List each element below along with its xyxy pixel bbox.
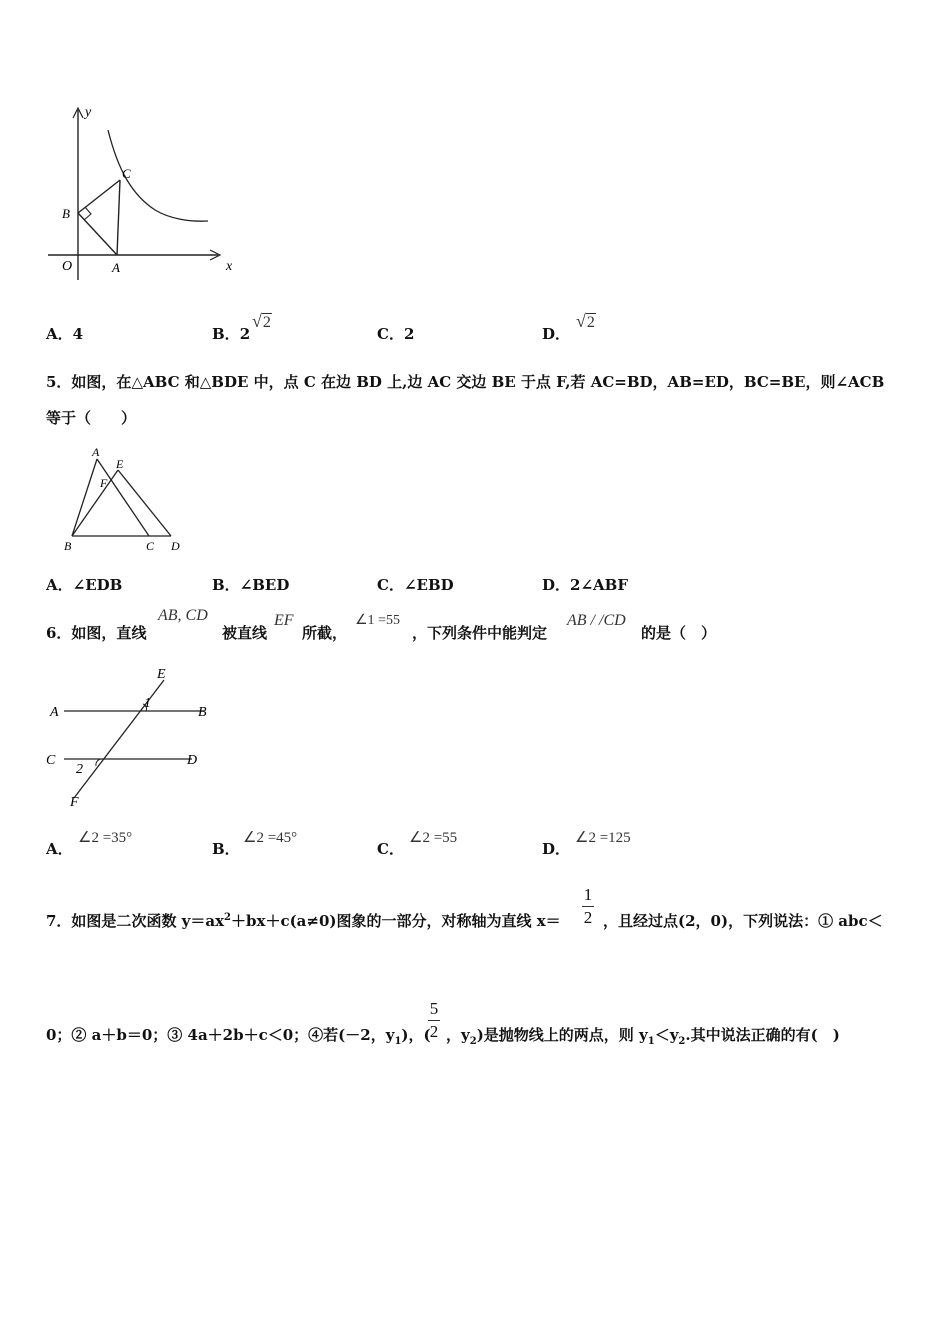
q5-figure bbox=[58, 442, 188, 557]
q6-suffix: 的是（ ） bbox=[641, 624, 717, 642]
q6-option-c-value: ∠2 =55 bbox=[409, 830, 458, 846]
q6-figure bbox=[44, 660, 219, 810]
q6-option-a-label[interactable]: A． bbox=[46, 840, 73, 858]
q7-frac2-den: 2 bbox=[429, 1022, 439, 1041]
q5-label-d: D bbox=[171, 539, 180, 553]
q6-option-d-value: ∠2 =125 bbox=[575, 830, 631, 846]
q5-label-f: F bbox=[100, 476, 108, 490]
q5-option-c-label: C． bbox=[377, 576, 404, 594]
q6-label-1: 1 bbox=[144, 696, 151, 711]
q5-question-line1: 5．如图，在△ABC 和△BDE 中，点 C 在边 BD 上,边 AC 交边 BE 于点 F,若 AC=BD，AB=ED，BC=BE，则∠ACB bbox=[46, 373, 885, 391]
q6-label-2: 2 bbox=[76, 762, 83, 777]
q6-option-a-value: ∠2 =35° bbox=[78, 830, 133, 846]
q4-x-label: x bbox=[226, 259, 233, 274]
q6-lines-ab-cd: AB, CD bbox=[158, 607, 208, 624]
q5-label-e: E bbox=[116, 457, 124, 471]
q4-option-b-label: B． bbox=[212, 325, 240, 343]
q7-line2-part4: )是抛物线上的两点，则 y bbox=[476, 1026, 648, 1044]
q6-option-c-label[interactable]: C． bbox=[377, 840, 404, 858]
q5-question-line2: 等于（ ） bbox=[46, 409, 137, 427]
q7-line2-part2: )，( bbox=[401, 1026, 431, 1044]
q6-label-e: E bbox=[157, 667, 166, 682]
q4-a-label: A bbox=[112, 260, 120, 275]
q5-option-c-value: ∠EBD bbox=[403, 576, 454, 594]
q6-label-f: F bbox=[70, 795, 79, 810]
q5-option-b[interactable] bbox=[212, 574, 289, 595]
q6-angle1: ∠1 =55 bbox=[355, 613, 400, 628]
q6-cut-by: 被直线 bbox=[222, 624, 268, 642]
q6-line-ef: EF bbox=[274, 612, 294, 629]
q4-option-d-label: D． bbox=[542, 325, 571, 343]
q5-option-d-value: 2∠ABF bbox=[570, 576, 628, 594]
q4-option-a-label: A． bbox=[46, 325, 73, 343]
q5-option-d[interactable] bbox=[542, 574, 628, 595]
q6-option-b-value: ∠2 =45° bbox=[243, 830, 298, 846]
q6-label-d: D bbox=[187, 753, 198, 768]
q5-label-c: C bbox=[146, 539, 155, 553]
q6-option-b-label[interactable]: B． bbox=[212, 840, 240, 858]
q4-figure bbox=[40, 100, 250, 285]
q4-option-b-value: 2 bbox=[239, 325, 251, 343]
q4-b-label: B bbox=[62, 206, 70, 221]
q5-label-b: B bbox=[64, 539, 72, 553]
q7-sub3: 1 bbox=[647, 1036, 655, 1047]
q7-line2-rest bbox=[446, 1024, 840, 1047]
q5-option-a-value: ∠EDB bbox=[72, 576, 123, 594]
q4-option-b-sqrt: √2 bbox=[252, 311, 271, 331]
q7-part3: ，且经过点(2，0)，下列说法：① abc＜ bbox=[603, 912, 883, 930]
q7-frac1-den: 2 bbox=[583, 908, 593, 927]
q4-option-d-sqrt: √2 bbox=[576, 311, 595, 331]
q6-parallel: AB / /CD bbox=[567, 612, 626, 629]
q4-origin-label: O bbox=[62, 259, 73, 274]
q4-c-label: C bbox=[122, 166, 131, 181]
q6-condition: ，下列条件中能判定 bbox=[412, 624, 548, 642]
q4-option-b[interactable] bbox=[212, 323, 250, 344]
q4-option-d[interactable] bbox=[542, 323, 570, 344]
q6-label-a: A bbox=[50, 705, 59, 720]
q4-option-c-value: 2 bbox=[403, 325, 415, 343]
q7-sub2: 2 bbox=[469, 1036, 477, 1047]
q7-sup: 2 bbox=[224, 912, 232, 923]
q4-option-c[interactable] bbox=[377, 323, 414, 344]
q4-y-label: y bbox=[85, 105, 92, 120]
q7-line2-part3: ，y bbox=[446, 1026, 470, 1044]
q5-option-d-label: D． bbox=[542, 576, 571, 594]
q6-option-d-label[interactable]: D． bbox=[542, 840, 571, 858]
q7-line2-part1: 0；② a＋b＝0；③ 4a＋2b＋c＜0；④若(－2，y bbox=[46, 1026, 395, 1044]
q6-cut: 所截， bbox=[302, 624, 348, 642]
q7-frac1-num: 1 bbox=[583, 885, 593, 904]
q7-sub4: 2 bbox=[678, 1036, 686, 1047]
q5-option-a[interactable] bbox=[46, 574, 122, 595]
q7-part1: 7．如图是二次函数 y＝ax bbox=[46, 912, 225, 930]
q4-option-a[interactable] bbox=[46, 323, 83, 344]
q7-fraction-2 bbox=[428, 999, 440, 1042]
q6-prefix: 6．如图，直线 bbox=[46, 624, 147, 642]
q4-option-a-value: 4 bbox=[72, 325, 84, 343]
q7-line1 bbox=[46, 910, 561, 931]
q6-label-c: C bbox=[46, 753, 56, 768]
q7-frac2-num: 5 bbox=[429, 999, 439, 1018]
q4-option-c-label: C． bbox=[377, 325, 404, 343]
q7-line2-part5: ＜y bbox=[654, 1026, 679, 1044]
q5-label-a: A bbox=[92, 445, 100, 459]
q7-line2-part6: .其中说法正确的有( ) bbox=[685, 1026, 840, 1044]
q6-label-b: B bbox=[198, 705, 207, 720]
q7-fraction-1 bbox=[582, 885, 594, 928]
q5-option-b-value: ∠BED bbox=[239, 576, 290, 594]
q5-option-b-label: B． bbox=[212, 576, 240, 594]
q7-part2: ＋bx＋c(a≠0)图象的一部分，对称轴为直线 x＝ bbox=[231, 912, 561, 930]
q7-line2 bbox=[46, 1024, 431, 1047]
q7-sub1: 1 bbox=[394, 1036, 402, 1047]
q5-option-c[interactable] bbox=[377, 574, 454, 595]
q5-option-a-label: A． bbox=[46, 576, 73, 594]
